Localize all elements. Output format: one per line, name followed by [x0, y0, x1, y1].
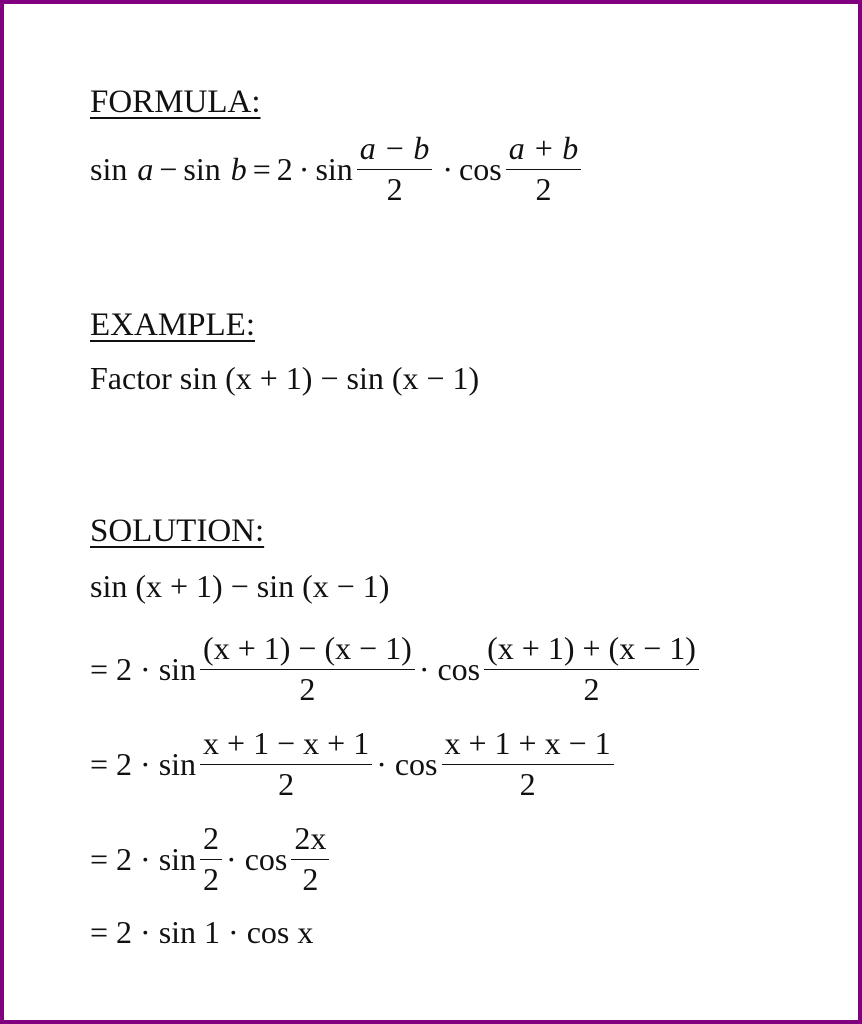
step-mid: · cos	[376, 745, 438, 782]
formula-heading: FORMULA:	[90, 84, 261, 120]
fraction-denominator: 2	[484, 669, 699, 707]
step-mid: · cos	[226, 840, 288, 877]
solution-final: = 2 · sin 1 · cos x	[90, 913, 314, 950]
formula-coef: 2	[276, 150, 293, 187]
formula-fraction-1	[357, 129, 433, 207]
solution-step-1	[90, 629, 703, 709]
example-text: Factor sin (x + 1) − sin (x − 1)	[90, 359, 480, 396]
step-fraction-1	[200, 819, 222, 897]
fraction-numerator: a − b	[359, 129, 430, 166]
formula-dot: ·	[298, 150, 310, 187]
formula-minus: −	[159, 150, 178, 187]
step-prefix: = 2 · sin	[90, 650, 197, 687]
formula-lhs-sin-b: sin b	[183, 150, 247, 187]
fraction-denominator: 2	[200, 764, 372, 802]
example-heading: EXAMPLE:	[90, 307, 255, 343]
formula-dot-2: ·	[442, 150, 454, 187]
solution-line-0: sin (x + 1) − sin (x − 1)	[90, 567, 390, 604]
formula-cos: cos	[459, 150, 502, 187]
formula-equation	[90, 129, 585, 209]
step-fraction-2	[484, 629, 699, 707]
fraction-denominator: 2	[200, 859, 222, 897]
fraction-numerator: 2	[203, 819, 220, 856]
step-mid: · cos	[418, 650, 481, 687]
fraction-denominator: 2	[291, 859, 329, 897]
fraction-denominator: 2	[506, 169, 582, 207]
solution-step-2	[90, 724, 618, 804]
formula-lhs-sin-a: sin a	[90, 150, 154, 187]
fraction-numerator: x + 1 + x − 1	[444, 724, 611, 761]
fraction-numerator: a + b	[508, 129, 579, 166]
fraction-numerator: 2x	[294, 819, 327, 856]
fraction-denominator: 2	[442, 764, 614, 802]
solution-heading: SOLUTION:	[90, 513, 265, 549]
step-fraction-1	[200, 629, 415, 707]
step-fraction-2	[442, 724, 614, 802]
fraction-denominator: 2	[200, 669, 415, 707]
step-prefix: = 2 · sin	[90, 745, 197, 782]
step-fraction-2	[291, 819, 329, 897]
fraction-numerator: (x + 1) + (x − 1)	[487, 629, 696, 666]
formula-fraction-2	[506, 129, 582, 207]
formula-sin: sin	[315, 150, 353, 187]
step-prefix: = 2 · sin	[90, 840, 197, 877]
solution-step-3	[90, 819, 333, 899]
formula-equals: =	[252, 150, 271, 187]
fraction-denominator: 2	[357, 169, 433, 207]
step-fraction-1	[200, 724, 372, 802]
fraction-numerator: x + 1 − x + 1	[203, 724, 370, 761]
fraction-numerator: (x + 1) − (x − 1)	[203, 629, 412, 666]
